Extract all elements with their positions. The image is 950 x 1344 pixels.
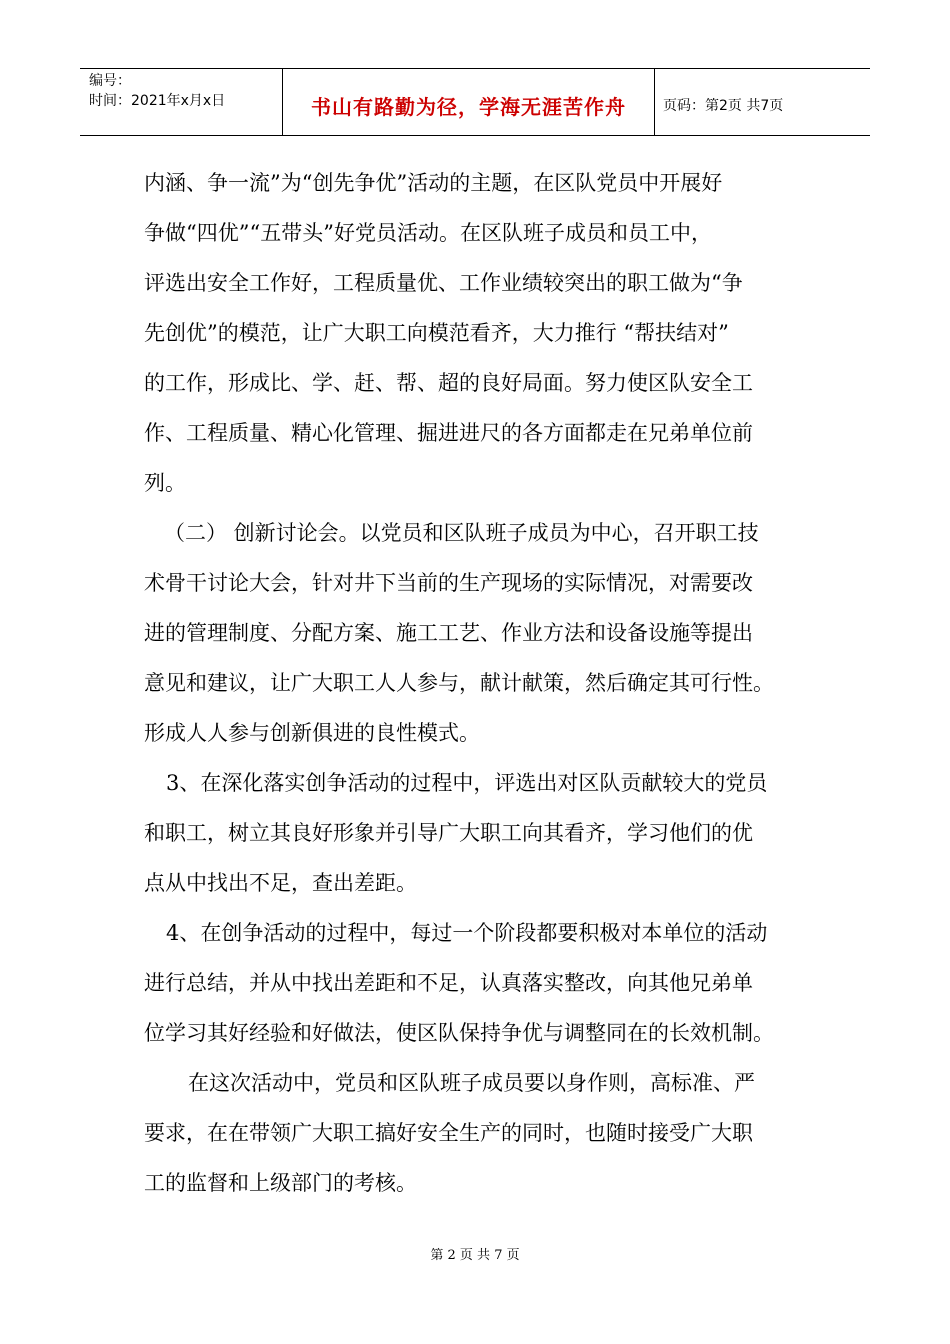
page-footer: 第 2 页 共 7 页 [430,1248,520,1263]
body-line: 意见和建议，让广大职工人人参与，献计献策，然后确定其可行性。 [144,671,774,695]
body-line: （二） 创新讨论会。以党员和区队班子成员为中心，召开职工技 [164,521,759,545]
header-meta [80,69,283,135]
document-body [144,158,812,1208]
body-line: 在这次活动中，党员和区队班子成员要以身作则，高标准、严 [188,1071,755,1095]
body-line: 和职工，树立其良好形象并引导广大职工向其看齐，学习他们的优 [144,821,753,845]
body-line: 作、工程质量、精心化管理、掘进进尺的各方面都走在兄弟单位前 [144,421,753,445]
body-line: 评选出安全工作好，工程质量优、工作业绩较突出的职工做为“争 [144,271,743,295]
body-line: 的工作，形成比、学、赶、帮、超的良好局面。努力使区队安全工 [144,371,753,395]
page-header [80,68,870,136]
body-line: 4、在创争活动的过程中，每过一个阶段都要积极对本单位的活动 [166,921,768,945]
body-line: 形成人人参与创新俱进的良性模式。 [144,721,480,745]
body-line: 内涵、争一流”为“创先争优”活动的主题，在区队党员中开展好 [144,171,723,195]
body-line: 术骨干讨论大会，针对井下当前的生产现场的实际情况，对需要改 [144,571,753,595]
body-line: 进行总结，并从中找出差距和不足，认真落实整改，向其他兄弟单 [144,971,753,995]
number-label: 编号： [89,73,131,89]
header-page-label: 页码：第2页 共7页 [663,98,784,114]
body-line: 进的管理制度、分配方案、施工工艺、作业方法和设备设施等提出 [144,621,753,645]
body-line: 工的监督和上级部门的考核。 [144,1171,417,1195]
body-line: 位学习其好经验和好做法，使区队保持争优与调整同在的长效机制。 [144,1021,774,1045]
body-line: 3、在深化落实创争活动的过程中，评选出对区队贡献较大的党员 [166,771,768,795]
body-line: 列。 [144,471,186,495]
body-line: 争做“四优”“五带头”好党员活动。在区队班子成员和员工中， [144,221,712,245]
date-label: 时间：2021年x月x日 [89,93,226,109]
body-line: 点从中找出不足，查出差距。 [144,871,417,895]
body-line: 要求，在在带领广大职工搞好安全生产的同时，也随时接受广大职 [144,1121,753,1145]
header-motto: 书山有路勤为径，学海无涯苦作舟 [283,69,655,135]
body-line: 先创优”的模范，让广大职工向模范看齐，大力推行 “帮扶结对” [144,321,729,345]
